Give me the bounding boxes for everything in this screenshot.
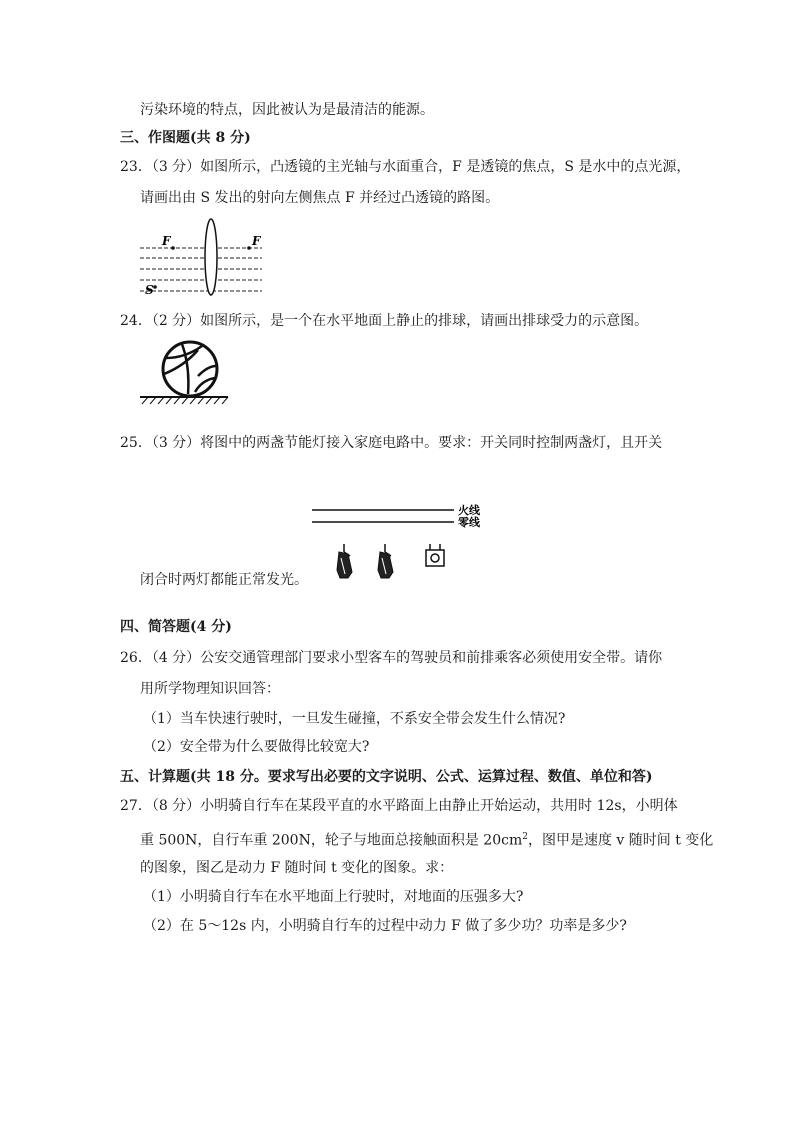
energy-saving-lamp-2 (378, 544, 393, 578)
light-source-point (153, 285, 157, 289)
section-heading: 五、计算题(共 18 分。要求写出必要的文字说明、公式、运算过程、数值、单位和答) (120, 769, 653, 785)
section-heading: 四、简答题(4 分) (120, 619, 232, 635)
lens-figure (140, 215, 270, 295)
convex-lens (205, 219, 217, 295)
focus-label-left: F (162, 234, 171, 248)
question-26-line-1: 26．（4 分）公安交通管理部门要求小型客车的驾驶员和前排乘客必须使用安全带。请你 (120, 650, 663, 666)
focus-label-right: F (252, 234, 261, 248)
superscript: 2 (522, 832, 528, 842)
focus-point-right (247, 246, 251, 250)
question-26-sub-2: （2）安全带为什么要做得比较宽大? (143, 739, 370, 755)
question-27-sub-1: （1）小明骑自行车在水平地面上行驶时，对地面的压强多大? (143, 889, 524, 905)
question-27-text: ，图甲是速度 v 随时间 t 变化 (527, 832, 714, 849)
text-line: 污染环境的特点，因此被认为是最清洁的能源。 (140, 102, 434, 118)
focus-point-left (171, 246, 175, 250)
question-27-sub-2: （2）在 5～12s 内，小明骑自行车的过程中动力 F 做了多少功？功率是多少? (143, 918, 627, 934)
section-heading: 三、作图题(共 8 分) (120, 130, 251, 146)
question-23-line-2: 请画出由 S 发出的射向左侧焦点 F 并经过凸透镜的路图。 (140, 190, 500, 206)
switch-box (426, 544, 444, 566)
question-26-sub-1: （1）当车快速行驶时，一旦发生碰撞，不系安全带会发生什么情况? (143, 711, 566, 727)
question-25-line-2: 闭合时两灯都能正常发光。 (140, 572, 308, 588)
question-27-line-3: 的图象，图乙是动力 F 随时间 t 变化的图象。求： (140, 860, 454, 876)
energy-saving-lamp-1 (337, 544, 352, 578)
live-wire-label: 火线 (458, 504, 480, 517)
volleyball-figure (140, 336, 230, 406)
question-27-line-2 (140, 827, 713, 851)
circuit-figure (312, 500, 512, 590)
ground-hatching (142, 397, 228, 404)
question-24: 24．（2 分）如图所示，是一个在水平地面上静止的排球，请画出排球受力的示意图。 (120, 313, 649, 329)
source-label: S (145, 283, 154, 297)
question-27-line-1: 27．（8 分）小明骑自行车在某段平直的水平路面上由静止开始运动，共用时 12s，小明体 (120, 798, 678, 814)
question-26-line-2: 用所学物理知识回答： (140, 681, 280, 697)
question-23-line-1: 23．（3 分）如图所示，凸透镜的主光轴与水面重合，F 是透镜的焦点，S 是水中的点光源， (120, 159, 691, 175)
neutral-wire-label: 零线 (458, 516, 480, 529)
question-27-text: 重 500N，自行车重 200N，轮子与地面总接触面积是 20cm (140, 832, 523, 849)
question-25-line-1: 25．（3 分）将图中的两盏节能灯接入家庭电路中。要求：开关同时控制两盏灯，且开关 (120, 435, 663, 451)
